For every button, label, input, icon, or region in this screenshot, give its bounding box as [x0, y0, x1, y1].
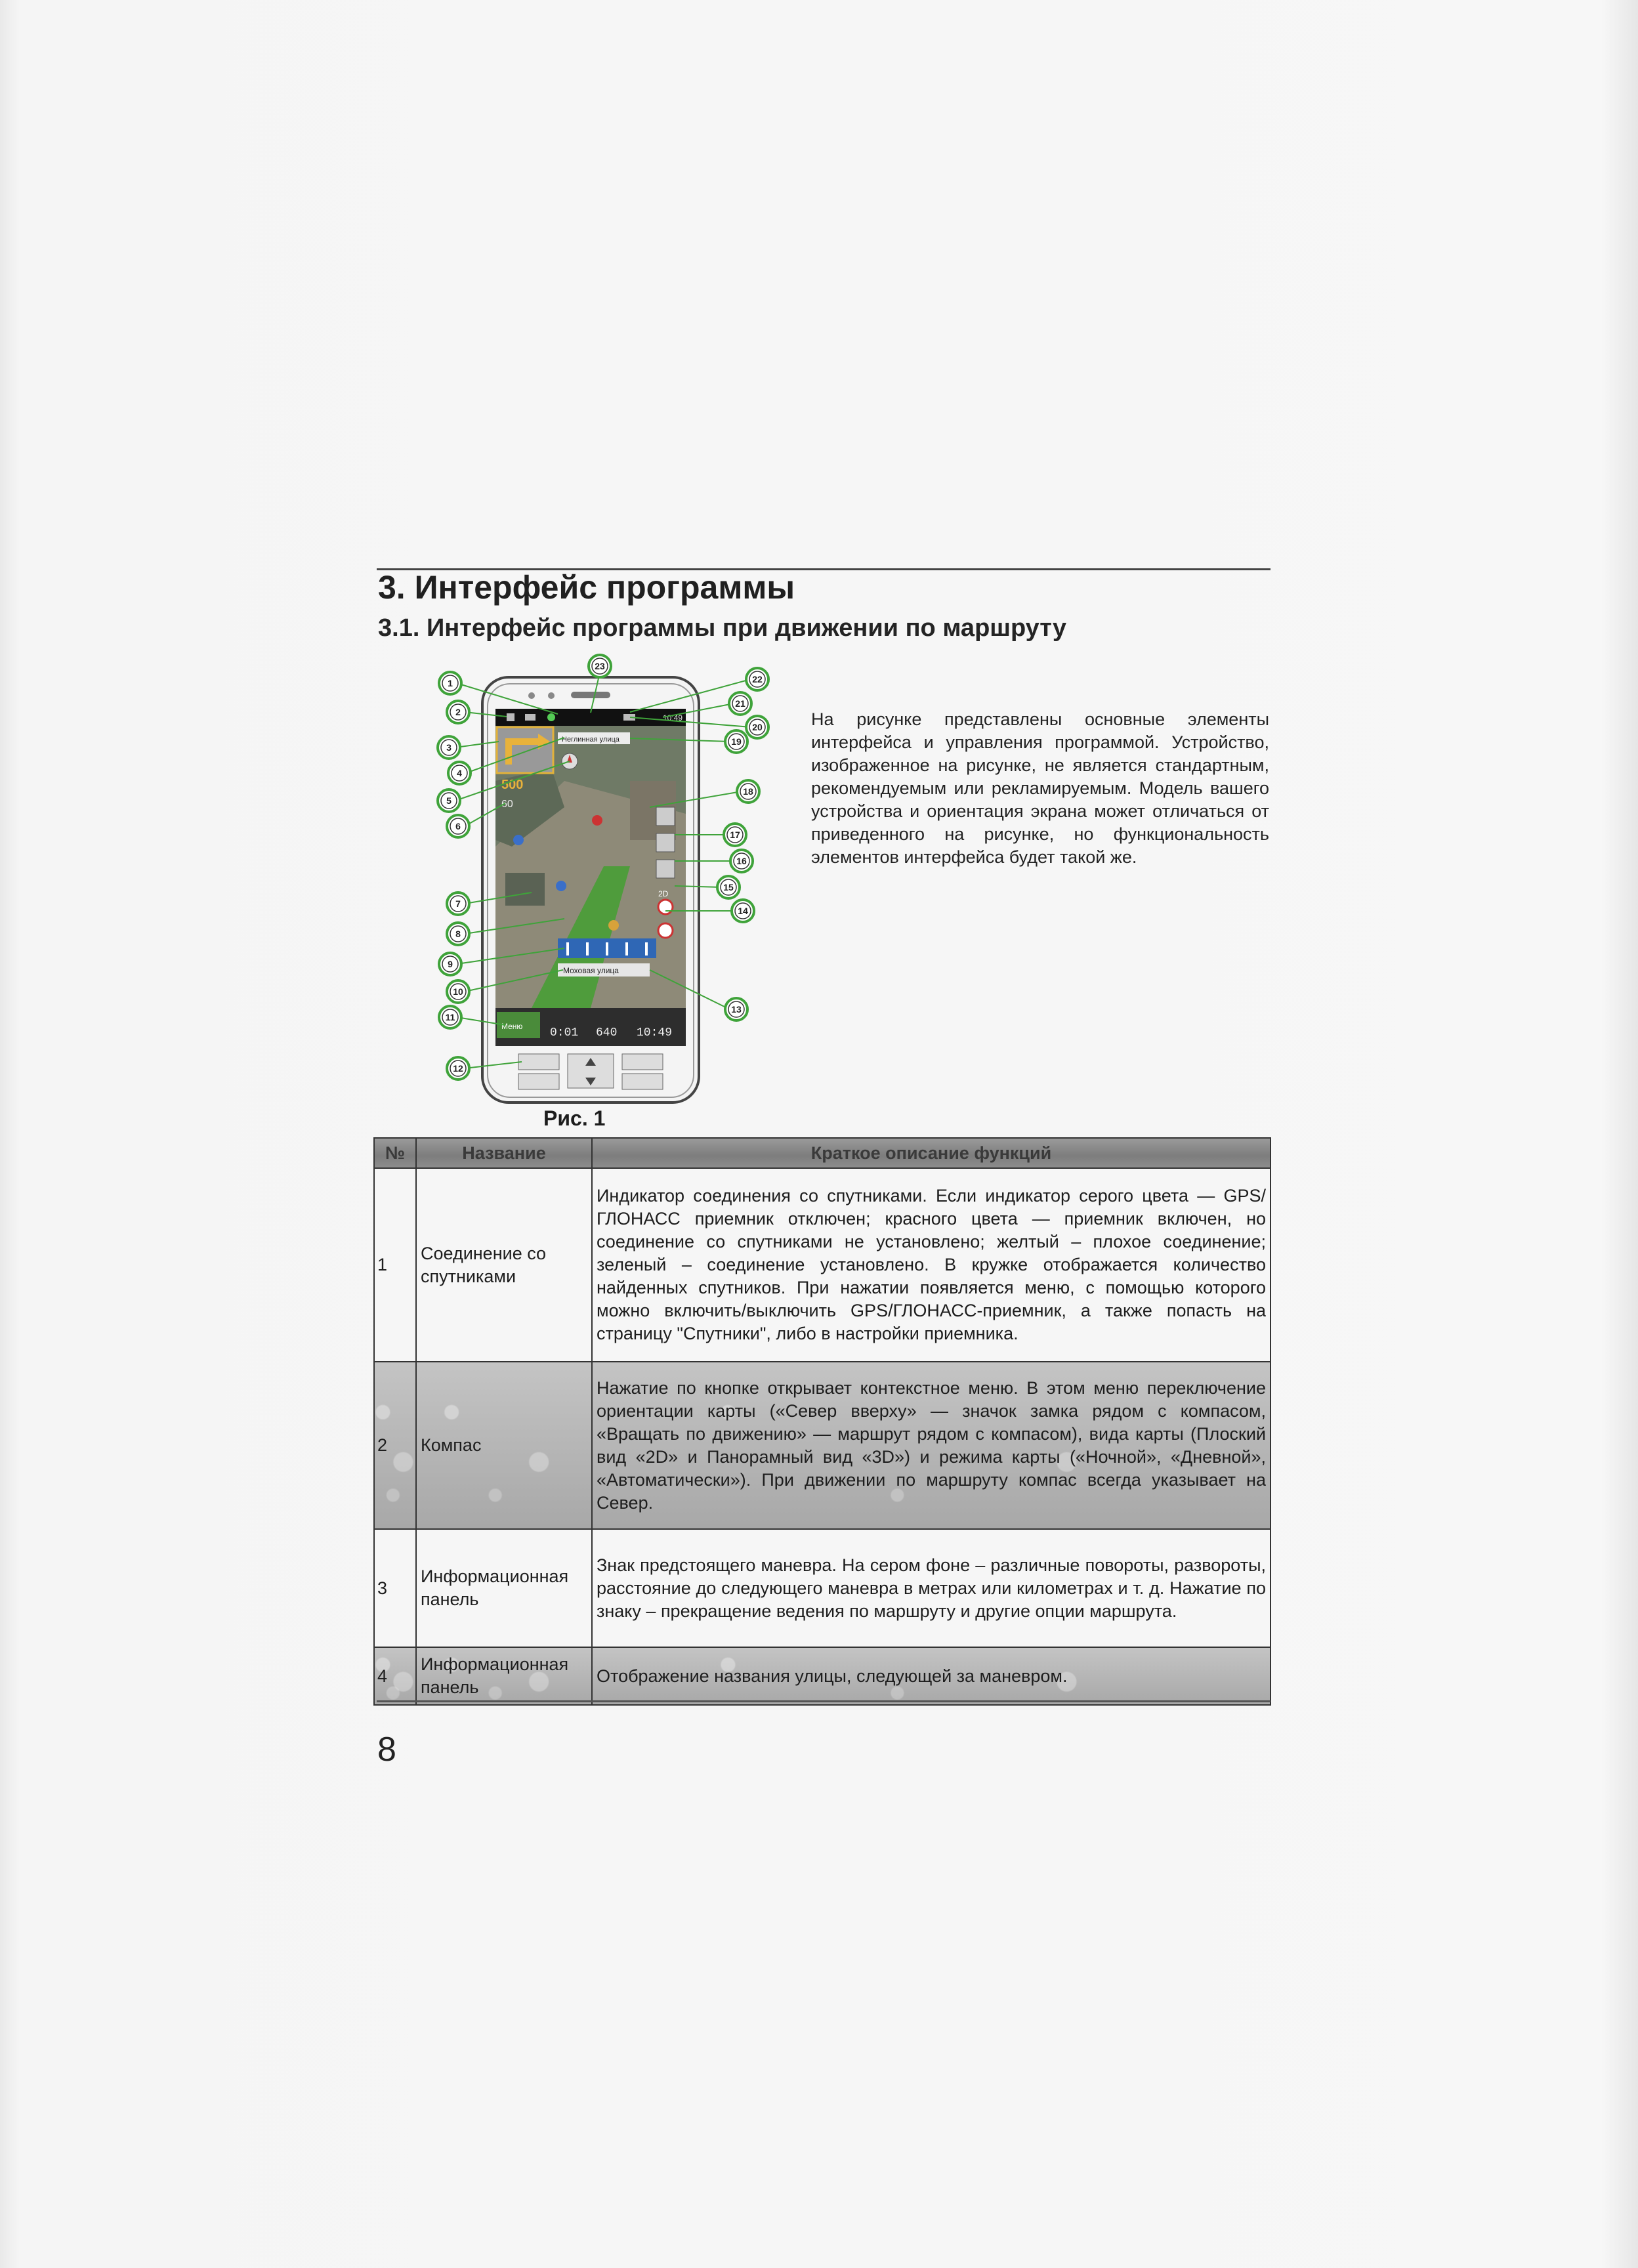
svg-text:18: 18 [743, 786, 753, 797]
row-description: Индикатор соединения со спутниками. Если индикатор серого цвета — GPS/ГЛОНАСС приемник отключен; красного цвета — приемник включен, но соединение со спутниками не установлено; желтый – плохое соединение; зеленый – соединение установлено. В кружке отображается количество найденных спутников. При нажатии появляется меню, с помощью которого можно включить/выключить GPS/ГЛОНАСС-приемник, а также попасть на страницу "Спутники", либо в настройки приемника. [592, 1168, 1270, 1362]
callout-4 [448, 762, 471, 784]
table-row [374, 1529, 1270, 1647]
callout-21 [729, 692, 751, 715]
svg-text:19: 19 [731, 736, 742, 747]
svg-text:15: 15 [723, 882, 734, 892]
row-name: Информационная панель [416, 1529, 592, 1647]
row-name: Компас [416, 1362, 592, 1529]
row-name: Информационная панель [416, 1647, 592, 1705]
screen-distance-remaining: 640 [596, 1026, 618, 1040]
svg-text:23: 23 [595, 661, 605, 671]
row-name: Соединение со спутниками [416, 1168, 592, 1362]
phone-illustration [433, 650, 774, 1109]
svg-text:3: 3 [446, 742, 452, 753]
screen-distance: 500 [501, 778, 524, 792]
row-number: 2 [374, 1362, 416, 1529]
callout-1 [439, 672, 461, 694]
bottom-rule [377, 1700, 1270, 1702]
callout-3 [438, 736, 460, 759]
screen-menu-label: Меню [501, 1022, 523, 1031]
screen-time-remaining: 0:01 [550, 1026, 579, 1040]
svg-text:6: 6 [455, 821, 461, 831]
callout-19 [725, 730, 747, 753]
row-description: Нажатие по кнопке открывает контекстное меню. В этом меню переключение ориентации карты («Север вверху» — значок замка рядом с компасом, «Вращать по движению» — маршрут рядом с компасом), вида карты (Плоский вид «2D» и Панорамный вид «3D») и режима карты («Ночной», «Дневной», «Автоматически»). При движении по маршруту компас всегда указывает на Север. [592, 1362, 1270, 1529]
svg-text:1: 1 [448, 678, 453, 688]
table-row [374, 1647, 1270, 1705]
callout-2 [447, 701, 469, 723]
table-row [374, 1362, 1270, 1529]
subsection-heading: 3.1. Интерфейс программы при движении по маршруту [378, 614, 1066, 642]
row-number: 3 [374, 1529, 416, 1647]
svg-text:14: 14 [738, 906, 748, 916]
section-heading: 3. Интерфейс программы [378, 569, 795, 606]
callout-13 [725, 998, 747, 1020]
callout-9 [439, 953, 461, 975]
callout-20 [746, 716, 768, 738]
table-row [374, 1168, 1270, 1362]
callout-18 [737, 780, 759, 803]
svg-text:5: 5 [446, 795, 452, 806]
callout-7 [447, 892, 469, 915]
callout-22 [746, 668, 768, 690]
header-name: Название [416, 1138, 592, 1168]
svg-text:4: 4 [457, 768, 462, 778]
callout-23 [589, 655, 611, 677]
screen-distance-small: 60 [501, 799, 513, 810]
screen-clock: 10:49 [637, 1026, 673, 1040]
callout-17 [724, 824, 746, 846]
row-description: Отображение названия улицы, следующей за маневром. [592, 1647, 1270, 1705]
callout-16 [730, 850, 753, 872]
svg-text:21: 21 [735, 698, 746, 709]
callout-12 [447, 1057, 469, 1080]
screen-mode-2d: 2D [658, 889, 669, 898]
table-header-row [374, 1138, 1270, 1168]
screen-street-top: Неглинная улица [562, 736, 620, 744]
svg-text:7: 7 [455, 898, 461, 909]
callout-8 [447, 923, 469, 945]
svg-text:10: 10 [453, 986, 463, 997]
svg-text:17: 17 [730, 830, 740, 840]
header-description: Краткое описание функций [592, 1138, 1270, 1168]
page-number: 8 [377, 1731, 396, 1769]
svg-text:11: 11 [445, 1012, 455, 1022]
header-number: № [374, 1138, 416, 1168]
svg-text:16: 16 [736, 856, 747, 866]
svg-text:2: 2 [455, 707, 461, 717]
callout-5 [438, 789, 460, 812]
svg-text:13: 13 [731, 1004, 742, 1015]
callout-14 [732, 900, 754, 922]
callout-15 [717, 876, 740, 898]
row-description: Знак предстоящего маневра. На сером фоне – различные повороты, развороты, расстояние до следующего маневра в метрах или километрах и т. д. Нажатие по знаку – прекращение ведения по маршруту и другие опции маршрута. [592, 1529, 1270, 1647]
svg-text:9: 9 [448, 959, 453, 969]
svg-text:8: 8 [455, 929, 461, 939]
svg-text:20: 20 [752, 722, 763, 732]
callout-11 [439, 1006, 461, 1028]
svg-text:12: 12 [453, 1063, 463, 1074]
row-number: 1 [374, 1168, 416, 1362]
figure-caption: Рис. 1 [543, 1106, 606, 1130]
callout-10 [447, 980, 469, 1003]
callout-6 [447, 815, 469, 837]
row-number: 4 [374, 1647, 416, 1705]
figure-navigator-interface [433, 650, 774, 1109]
functions-table [373, 1137, 1271, 1706]
svg-text:22: 22 [752, 674, 763, 684]
intro-paragraph: На рисунке представлены основные элементы интерфейса и управления программой. Устройство, изображенное на рисунке, не является стандартным, рекомендуемым или рекламируемым. Модель вашего устройства и ориентация экрана может отличаться от приведенного на рисунке, но функциональность элементов интерфейса будет такой же. [811, 709, 1269, 867]
status-time: 10:49 [663, 713, 683, 723]
screen-street-bottom: Моховая улица [563, 966, 619, 975]
